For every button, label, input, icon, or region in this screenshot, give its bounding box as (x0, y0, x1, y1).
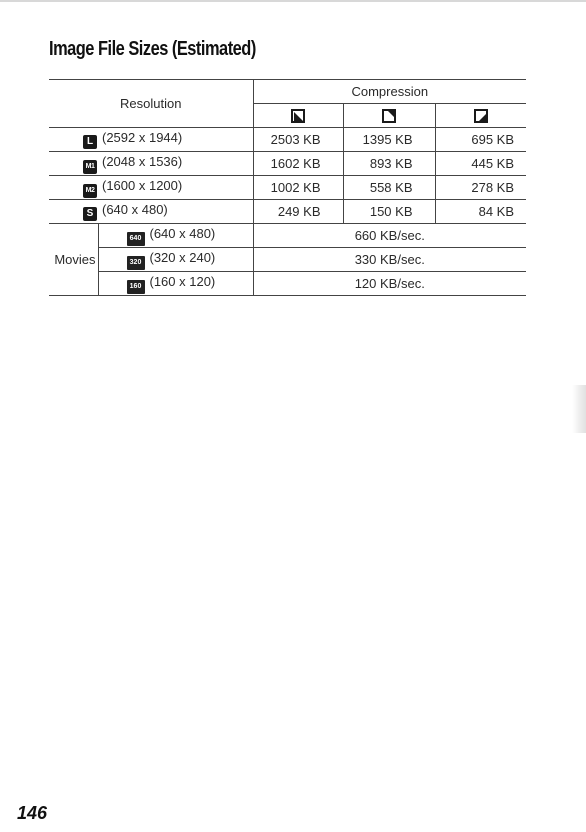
superfine-header (253, 104, 343, 128)
movie-160-icon: 160 (127, 280, 145, 294)
resolution-text: (160 x 120) (149, 273, 216, 289)
page-shadow (572, 385, 586, 433)
movie-rate: 330 KB/sec. (253, 248, 526, 272)
resolution-text: (640 x 480) (102, 202, 168, 217)
table-row (49, 200, 526, 224)
large-size-icon: L (83, 135, 97, 149)
movie-640-icon: 640 (127, 232, 145, 246)
table-row (49, 152, 526, 176)
resolution-cell (49, 200, 253, 224)
superfine-icon (291, 109, 305, 123)
size-normal: 695 KB (435, 128, 526, 152)
size-fine: 1395 KB (343, 128, 435, 152)
movie-resolution-cell (98, 248, 253, 272)
table-row (49, 248, 526, 272)
fine-icon (382, 109, 396, 123)
table-header-row (49, 80, 526, 104)
movies-label: Movies (49, 224, 98, 296)
movie-rate: 660 KB/sec. (253, 224, 526, 248)
size-normal: 84 KB (435, 200, 526, 224)
movie-320-icon: 320 (127, 256, 145, 270)
resolution-text: (2048 x 1536) (102, 153, 183, 169)
size-superfine: 249 KB (253, 200, 343, 224)
size-superfine: 1602 KB (253, 152, 343, 176)
normal-icon (474, 109, 488, 123)
resolution-text: (640 x 480) (149, 225, 216, 241)
medium1-size-icon: M1 (83, 160, 97, 174)
resolution-cell (49, 128, 253, 152)
resolution-cell (49, 176, 253, 200)
page-title: Image File Sizes (Estimated) (49, 38, 256, 60)
size-normal: 278 KB (435, 176, 526, 200)
table-row (49, 272, 526, 296)
movie-rate: 120 KB/sec. (253, 272, 526, 296)
resolution-header: Resolution (49, 80, 253, 128)
size-fine: 150 KB (343, 200, 435, 224)
table-row (49, 176, 526, 200)
movie-resolution-cell (98, 224, 253, 248)
medium2-size-icon: M2 (83, 184, 97, 198)
resolution-cell (49, 152, 253, 176)
compression-header: Compression (253, 80, 526, 104)
size-fine: 893 KB (343, 152, 435, 176)
small-size-icon: S (83, 207, 97, 221)
size-superfine: 1002 KB (253, 176, 343, 200)
page-number: 146 (17, 803, 48, 823)
fine-header (343, 104, 435, 128)
resolution-text: (2592 x 1944) (102, 130, 183, 145)
table-row (49, 128, 526, 152)
resolution-text: (320 x 240) (149, 249, 216, 265)
size-superfine: 2503 KB (253, 128, 343, 152)
normal-header (435, 104, 526, 128)
size-fine: 558 KB (343, 176, 435, 200)
resolution-text: (1600 x 1200) (102, 177, 183, 193)
size-normal: 445 KB (435, 152, 526, 176)
table-row (49, 224, 526, 248)
movie-resolution-cell (98, 272, 253, 296)
file-size-table (49, 79, 526, 296)
top-rule (0, 0, 586, 2)
